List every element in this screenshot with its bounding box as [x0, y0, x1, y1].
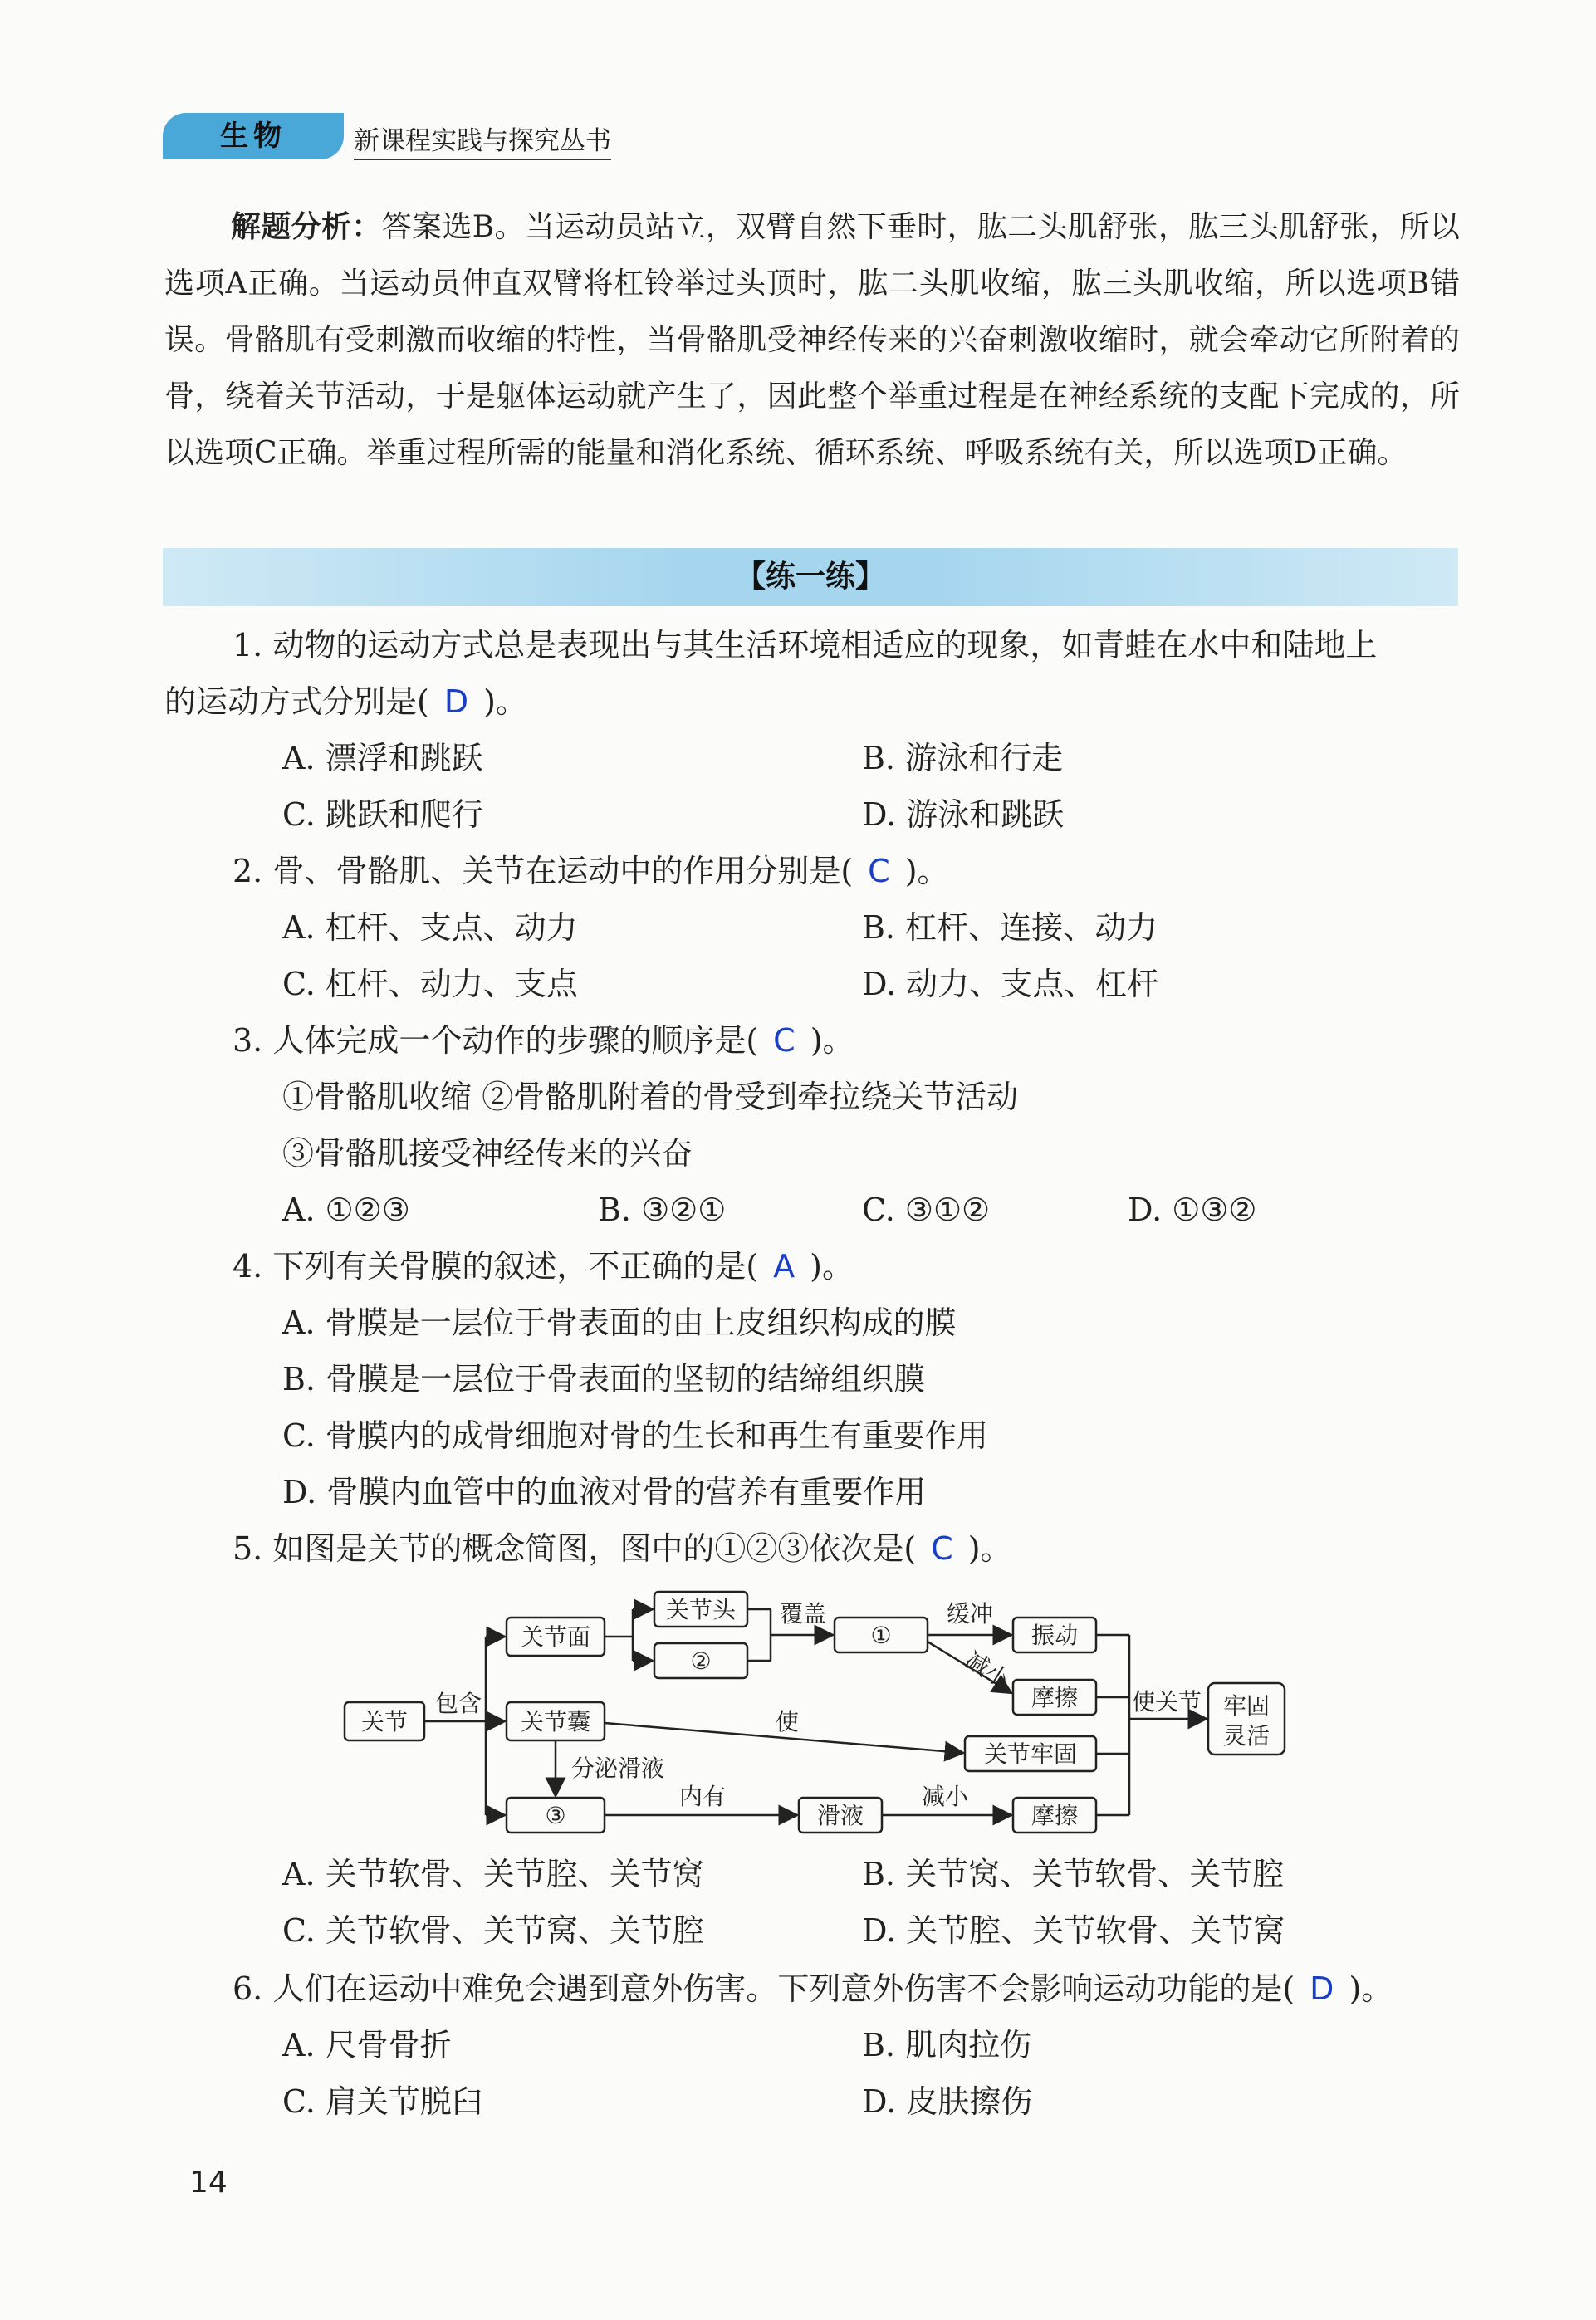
q1-option-a: A. 漂浮和跳跃 [282, 740, 483, 776]
analysis-text: 答案选B。当运动员站立，双臂自然下垂时，肱二头肌舒张，肱三头肌舒张，所以选项A正确。当运动员伸直双臂将杠铃举过头顶时，肱二头肌收缩，肱三头肌收缩，所以选项B错误。骨骼肌有受刺激而收缩的特性，当骨骼肌受神经传来的兴奋刺激收缩时，就会牵动它所附着的骨，绕着关节活动，于是躯体运动就产生了，因此整个举重过程是在神经系统的支配下完成的，所以选项C正确。举重过程所需的能量和消化系统、循环系统、呼吸系统有关，所以选项D正确。 [164, 210, 1460, 470]
label-surface: 关节面 [520, 1623, 591, 1651]
label-head: 关节头 [665, 1596, 737, 1623]
q1-option-c: C. 跳跃和爬行 [282, 796, 483, 833]
question-3-answer: C [773, 1022, 796, 1059]
label-capsule: 关节囊 [520, 1708, 591, 1735]
q2-option-c: C. 杠杆、动力、支点 [282, 966, 578, 1002]
q6-option-a: A. 尺骨骨折 [282, 2027, 452, 2063]
question-5-answer: C [931, 1530, 953, 1567]
q5-option-b: B. 关节窝、关节软骨、关节腔 [862, 1856, 1285, 1892]
q1-option-d: D. 游泳和跳跃 [862, 796, 1065, 833]
question-2-stem: 2. 骨、骨骼肌、关节在运动中的作用分别是( C )。 [233, 853, 949, 889]
q5-option-a: A. 关节软骨、关节腔、关节窝 [282, 1856, 704, 1892]
q2-option-a: A. 杠杆、支点、动力 [282, 909, 578, 946]
label-n2: ② [690, 1647, 712, 1675]
label-friction2: 摩擦 [1031, 1802, 1079, 1829]
analysis-paragraph [164, 199, 1460, 482]
q5-option-c: C. 关节软骨、关节窝、关节腔 [282, 1912, 704, 1949]
q3-option-d: D. ①③② [1128, 1192, 1257, 1228]
q6-option-c: C. 肩关节脱臼 [282, 2083, 483, 2120]
label-make: 使 [775, 1708, 800, 1735]
section-title: 【练一练】 [163, 548, 1458, 606]
q3-statement-1: ①骨骼肌收缩 ②骨骼肌附着的骨受到牵拉绕关节活动 [282, 1079, 1019, 1115]
series-title: 新课程实践与探究丛书 [354, 120, 611, 160]
label-contains: 包含 [434, 1690, 482, 1717]
joint-concept-diagram [332, 1590, 1312, 1864]
label-cover: 覆盖 [779, 1600, 827, 1627]
page-header [163, 113, 628, 159]
subject-badge: 生物 [163, 113, 344, 159]
q3-option-c: C. ③①② [862, 1192, 991, 1228]
label-fluid: 滑液 [816, 1802, 864, 1829]
q1-option-b: B. 游泳和行走 [862, 740, 1064, 776]
label-n1: ① [870, 1622, 892, 1649]
q6-option-d: D. 皮肤擦伤 [862, 2083, 1033, 2120]
question-4-answer: A [773, 1248, 796, 1285]
question-6-answer: D [1310, 1970, 1334, 2007]
q4-option-b: B. 骨膜是一层位于骨表面的坚韧的结缔组织膜 [282, 1361, 926, 1397]
label-joint: 关节 [360, 1708, 409, 1735]
label-reduce2: 减小 [921, 1783, 969, 1810]
q4-option-c: C. 骨膜内的成骨细胞对骨的生长和再生有重要作用 [282, 1417, 988, 1454]
question-4-stem: 4. 下列有关骨膜的叙述，不正确的是( A )。 [233, 1248, 854, 1285]
label-vibration: 振动 [1031, 1622, 1079, 1649]
page-number: 14 [189, 2166, 228, 2200]
q3-option-a: A. ①②③ [282, 1192, 410, 1228]
label-firm: 关节牢固 [983, 1740, 1078, 1768]
q2-option-b: B. 杠杆、连接、动力 [862, 909, 1158, 946]
label-contains-inside: 内有 [678, 1783, 727, 1810]
q4-option-a: A. 骨膜是一层位于骨表面的由上皮组织构成的膜 [282, 1304, 957, 1341]
q3-statement-2: ③骨骼肌接受神经传来的兴奋 [282, 1135, 693, 1172]
label-cushion: 缓冲 [946, 1600, 994, 1627]
question-1-answer: D [443, 683, 469, 720]
label-n3: ③ [545, 1802, 566, 1829]
q5-option-d: D. 关节腔、关节软骨、关节窝 [862, 1912, 1285, 1949]
label-reduce1: 减小 [960, 1646, 1015, 1694]
label-make-joint: 使关节 [1131, 1688, 1202, 1716]
q6-option-b: B. 肌肉拉伤 [862, 2027, 1032, 2063]
question-6-stem: 6. 人们在运动中难免会遇到意外伤害。下列意外伤害不会影响运动功能的是( D )。 [233, 1970, 1393, 2007]
label-friction1: 摩擦 [1031, 1684, 1079, 1711]
question-5-stem: 5. 如图是关节的概念简图，图中的①②③依次是( C )。 [233, 1530, 1012, 1567]
question-1-stem-line2: 的运动方式分别是( D )。 [164, 683, 527, 720]
q4-option-d: D. 骨膜内血管中的血液对骨的营养有重要作用 [282, 1474, 927, 1510]
label-result-line1: 牢固 [1222, 1692, 1270, 1720]
question-1-stem-line1: 1. 动物的运动方式总是表现出与其生活环境相适应的现象，如青蛙在水中和陆地上 [233, 627, 1378, 663]
q2-option-d: D. 动力、支点、杠杆 [862, 966, 1159, 1002]
label-secrete: 分泌滑液 [570, 1755, 665, 1782]
label-result-line2: 灵活 [1222, 1722, 1270, 1750]
q3-option-b: B. ③②① [598, 1192, 727, 1228]
analysis-label: 解题分析： [231, 210, 382, 244]
question-2-answer: C [868, 853, 890, 889]
question-3-stem: 3. 人体完成一个动作的步骤的顺序是( C )。 [233, 1022, 854, 1059]
